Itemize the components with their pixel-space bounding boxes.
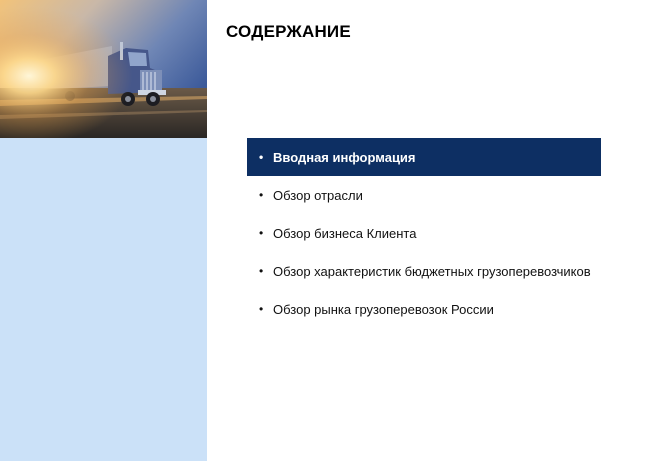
toc-item-label: Обзор бизнеса Клиента (273, 225, 417, 241)
bullet-icon: • (259, 188, 264, 202)
toc-item-industry-overview[interactable] (247, 176, 601, 214)
toc-item-introduction[interactable] (247, 138, 601, 176)
toc-item-budget-carriers[interactable] (247, 252, 601, 290)
toc-item-russia-market[interactable] (247, 290, 601, 328)
bullet-icon: • (259, 302, 264, 316)
toc-item-client-business[interactable] (247, 214, 601, 252)
toc-item-label: Обзор отрасли (273, 187, 363, 203)
bullet-icon: • (259, 150, 264, 164)
toc-item-label: Обзор характеристик бюджетных грузоперевозчиков (273, 263, 591, 279)
toc-item-label: Обзор рынка грузоперевозок России (273, 301, 494, 317)
bullet-icon: • (259, 264, 264, 278)
table-of-contents (247, 138, 601, 328)
toc-item-label: Вводная информация (273, 149, 416, 165)
truck-highway-photo (0, 0, 207, 138)
page-title: СОДЕРЖАНИЕ (226, 22, 351, 41)
bullet-icon: • (259, 226, 264, 240)
